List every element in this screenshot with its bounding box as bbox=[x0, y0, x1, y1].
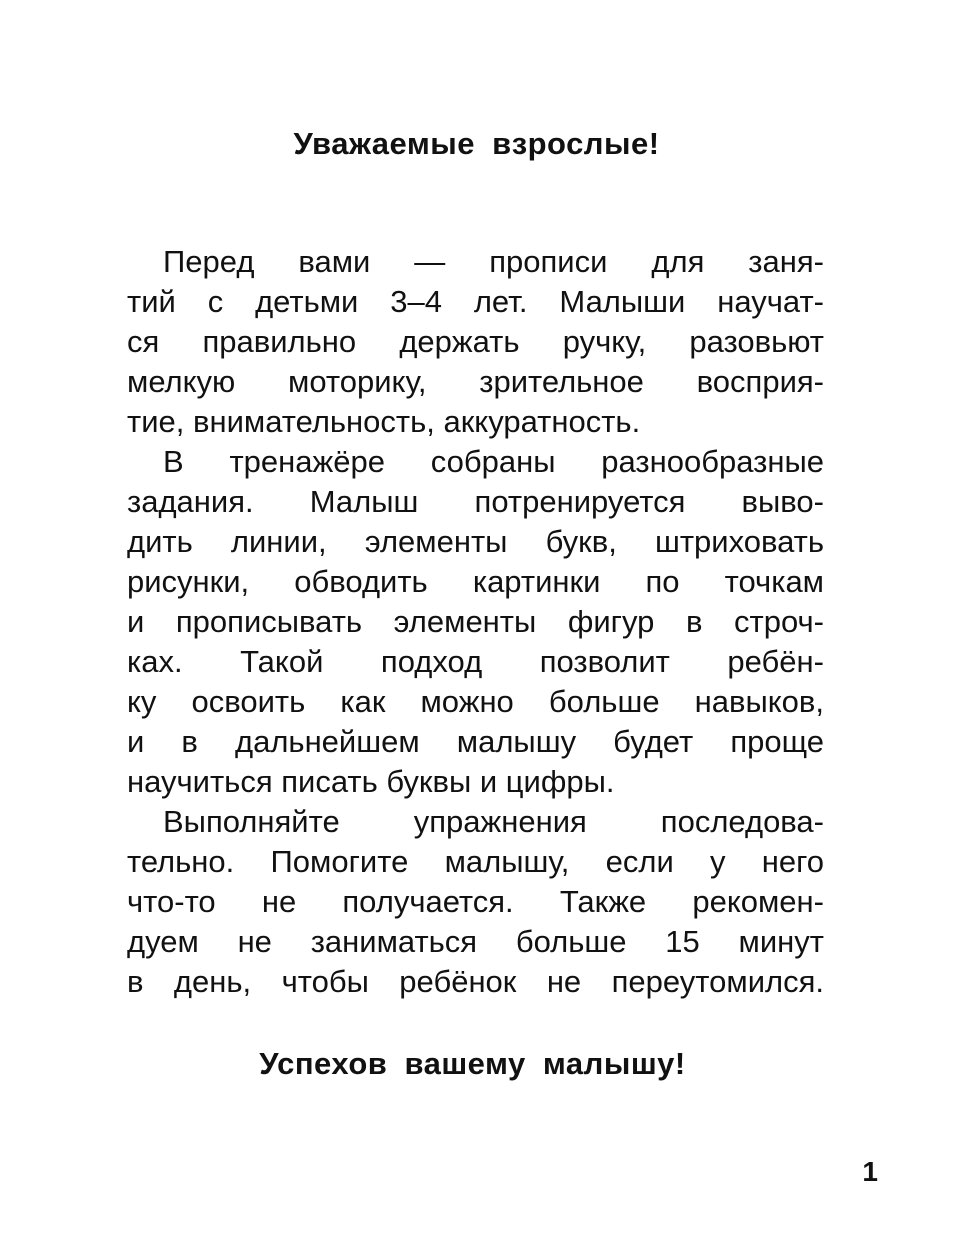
paragraph-3 bbox=[127, 802, 824, 1002]
paragraph-1 bbox=[127, 242, 824, 442]
body-text bbox=[127, 242, 824, 1002]
text-line: тие, внимательность, аккуратность. bbox=[127, 404, 641, 439]
text-line: дить линии, элементы букв, штриховать bbox=[127, 524, 824, 559]
text-line: ку освоить как можно больше навыков, bbox=[127, 684, 824, 719]
text-line: В тренажёре собраны разнообразные bbox=[163, 444, 824, 479]
text-line: дуем не заниматься больше 15 минут bbox=[127, 924, 824, 959]
page-title: Уважаемые взрослые! bbox=[293, 126, 660, 161]
text-line: в день, чтобы ребёнок не переутомился. bbox=[127, 964, 824, 999]
text-line: тельно. Помогите малышу, если у него bbox=[127, 844, 824, 879]
text-line: тий с детьми 3–4 лет. Малыши научат- bbox=[127, 284, 824, 319]
text-line: что-то не получается. Также рекомен- bbox=[127, 884, 824, 919]
text-line: задания. Малыш потренируется выво- bbox=[127, 484, 824, 519]
text-line: рисунки, обводить картинки по точкам bbox=[127, 564, 824, 599]
closing-heading: Успехов вашему малышу! bbox=[259, 1046, 686, 1081]
text-line: Перед вами — прописи для заня- bbox=[163, 244, 824, 279]
page-number: 1 bbox=[862, 1156, 878, 1187]
text-line: и прописывать элементы фигур в строч- bbox=[127, 604, 824, 639]
text-line: ся правильно держать ручку, разовьют bbox=[127, 324, 824, 359]
text-line: ках. Такой подход позволит ребён- bbox=[127, 644, 824, 679]
paragraph-2 bbox=[127, 442, 824, 802]
text-line: мелкую моторику, зрительное восприя- bbox=[127, 364, 824, 399]
text-line: Выполняйте упражнения последова- bbox=[163, 804, 824, 839]
text-line: научиться писать буквы и цифры. bbox=[127, 764, 615, 799]
text-line: и в дальнейшем малышу будет проще bbox=[127, 724, 824, 759]
